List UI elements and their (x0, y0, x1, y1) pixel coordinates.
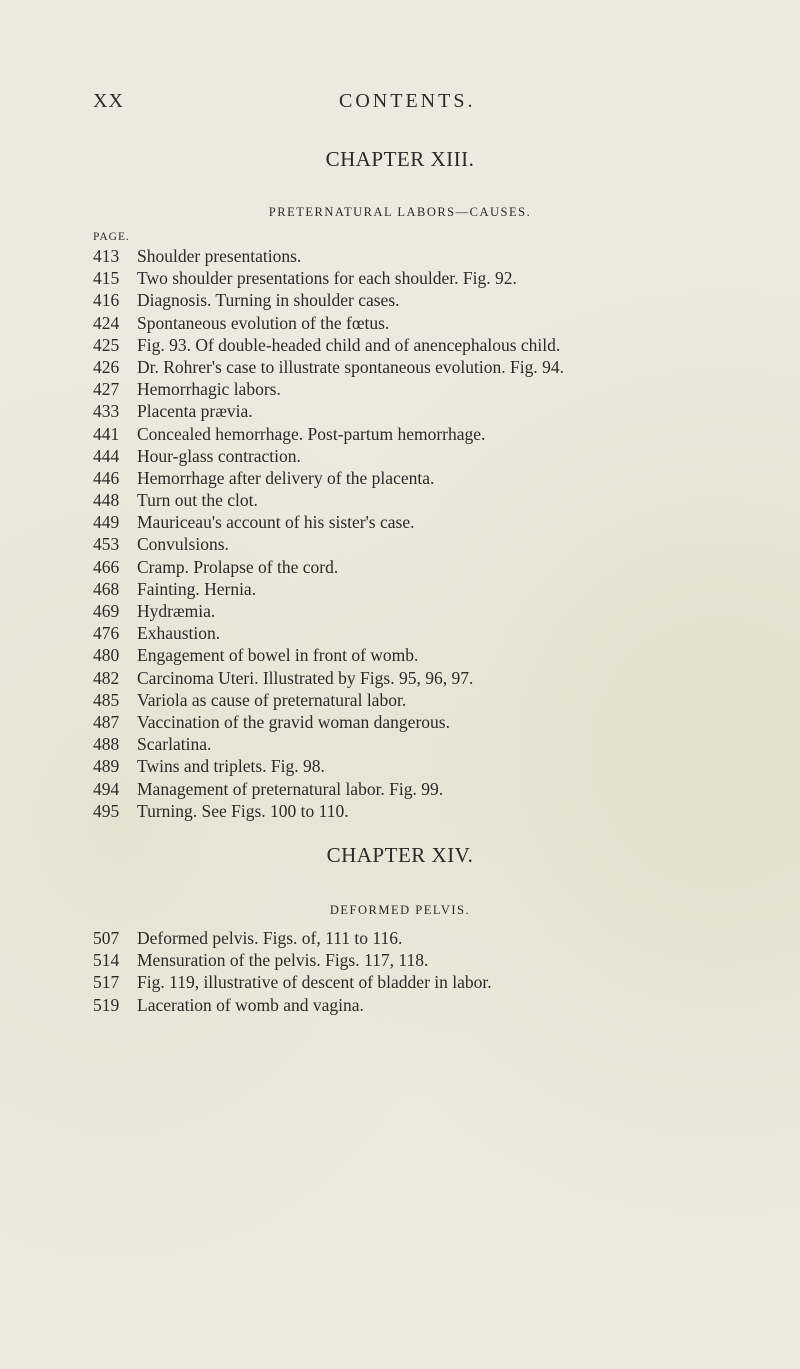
toc-page-number: 444 (93, 445, 120, 466)
toc-entry-text: Two shoulder presentations for each shoulder. Fig. 92. (137, 268, 517, 289)
toc-entry-text: Fainting. Hernia. (137, 578, 257, 599)
page-column-label: PAGE. (93, 231, 130, 243)
chapter-13-title: CHAPTER XIII. (325, 147, 475, 171)
toc-page-number: 449 (93, 512, 120, 533)
toc-entry-text: Hemorrhagic labors. (137, 379, 281, 400)
toc-page-number: 453 (93, 534, 120, 555)
toc-entry-text: Spontaneous evolution of the fœtus. (137, 312, 390, 333)
toc-page-number: 466 (93, 556, 120, 577)
toc-page-number: 519 (93, 994, 120, 1015)
toc-page-number: 416 (93, 290, 120, 311)
toc-page-number: 468 (93, 578, 120, 599)
page-folio: XX (93, 90, 124, 112)
toc-entry-text: Convulsions. (137, 534, 229, 555)
toc-entry-text: Exhaustion. (137, 623, 221, 644)
toc-page-number: 441 (93, 423, 120, 444)
toc-page-number: 517 (93, 972, 120, 993)
toc-entry-text: Placenta prævia. (137, 401, 253, 422)
toc-entry-text: Scarlatina. (137, 734, 212, 755)
toc-page-number: 480 (93, 645, 120, 666)
toc-page-number: 424 (93, 312, 120, 333)
toc-entry-text: Hydræmia. (137, 601, 216, 621)
toc-page-number: 426 (93, 356, 120, 377)
toc-entry-text: Variola as cause of preternatural labor. (137, 689, 407, 710)
toc-page-number: 514 (93, 950, 120, 971)
toc-entry-text: Carcinoma Uteri. Illustrated by Figs. 95, 96, 97. (137, 667, 474, 688)
chapter-14-title: CHAPTER XIV. (326, 843, 474, 867)
toc-page-number: 489 (93, 756, 120, 777)
toc-entry-text: Engagement of bowel in front of womb. (137, 645, 419, 666)
running-title: CONTENTS. (339, 90, 476, 112)
toc-entry-text: Turning. See Figs. 100 to 110. (137, 800, 349, 821)
toc-page-number: 433 (93, 401, 120, 422)
toc-entry-text: Diagnosis. Turning in shoulder cases. (137, 290, 400, 311)
toc-page-number: 427 (93, 379, 120, 400)
toc-entry-text: Mensuration of the pelvis. Figs. 117, 118. (137, 950, 429, 971)
toc-entry-text: Shoulder presentations. (137, 246, 302, 266)
toc-entry-text: Fig. 119, illustrative of descent of bladder in labor. (137, 972, 492, 993)
toc-entry-text: Dr. Rohrer's case to illustrate spontaneous evolution. Fig. 94. (137, 356, 564, 377)
toc-entry-text: Vaccination of the gravid woman dangerous. (137, 711, 450, 732)
toc-page-number: 507 (93, 928, 120, 948)
toc-entry-text: Hour-glass contraction. (137, 445, 301, 466)
toc-page-number: 488 (93, 734, 120, 755)
toc-entry-text: Hemorrhage after delivery of the placenta. (137, 467, 435, 488)
toc-page-number: 487 (93, 711, 120, 732)
toc-entry-text: Twins and triplets. Fig. 98. (137, 756, 325, 777)
toc-entry-text: Laceration of womb and vagina. (137, 994, 364, 1015)
toc-page-number: 425 (93, 334, 120, 355)
toc-page-number: 476 (93, 623, 120, 644)
toc-entry-text: Fig. 93. Of double-headed child and of anencephalous child. (137, 334, 561, 355)
toc-entry-text: Mauriceau's account of his sister's case. (137, 512, 415, 533)
toc-entry-text: Deformed pelvis. Figs. of, 111 to 116. (137, 928, 403, 948)
toc-page-number: 485 (93, 689, 120, 710)
toc-page-number: 413 (93, 246, 120, 266)
toc-entry-text: Turn out the clot. (137, 490, 258, 511)
toc-entry-text: Management of preternatural labor. Fig. 99. (137, 778, 444, 799)
toc-page-number: 448 (93, 490, 120, 511)
toc-page-number: 494 (93, 778, 120, 799)
toc-page-number: 469 (93, 601, 120, 621)
chapter-14-subtitle: DEFORMED PELVIS. (329, 903, 471, 917)
toc-page-number: 415 (93, 268, 120, 289)
toc-entry-text: Concealed hemorrhage. Post-partum hemorrhage. (137, 423, 486, 444)
toc-page-number: 495 (93, 800, 120, 821)
toc-page-number: 482 (93, 667, 120, 688)
toc-entry-text: Cramp. Prolapse of the cord. (137, 556, 339, 577)
toc-page-number: 446 (93, 467, 120, 488)
chapter-13-subtitle: PRETERNATURAL LABORS—CAUSES. (268, 205, 532, 219)
